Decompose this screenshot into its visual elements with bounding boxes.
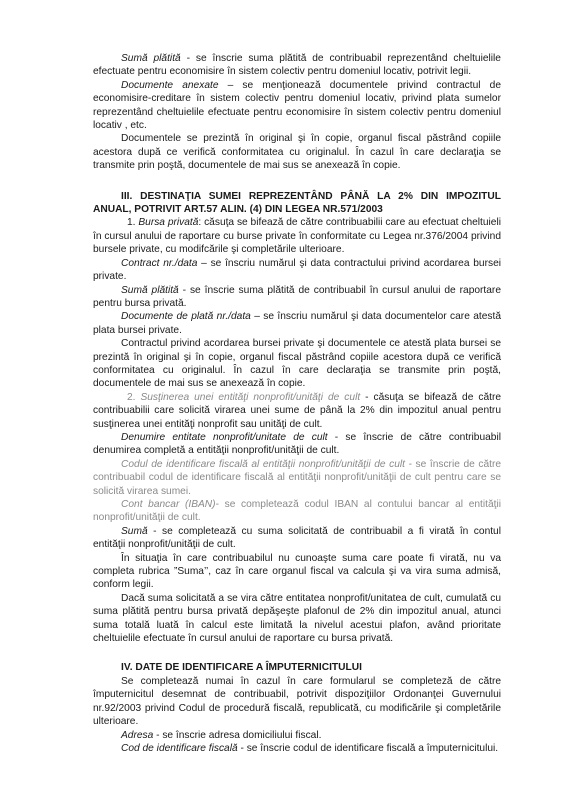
- paragraph-sustinere-entitate: [93, 391, 501, 431]
- paragraph-documente-anexate: [93, 79, 501, 133]
- paragraph-text: - se înscrie de către contribuabil codul de identificare fiscală al entităţii nonprofit/unităţii de cult pentru care se solicită virarea sumei.: [93, 458, 501, 497]
- term: Contract nr./data: [121, 257, 198, 269]
- paragraph-text: - se înscrie suma plătită de contribuabil în cursul anului de raportare pentru bursa privată.: [93, 284, 501, 309]
- term: Susţinerea unei entităţi nonprofit/unităţi de cult: [140, 391, 361, 403]
- paragraph-text: - se înscrie adresa domiciliului fiscal.: [153, 729, 322, 741]
- paragraph-bursa-privata: [93, 216, 501, 256]
- term: Bursa privată: [138, 217, 199, 229]
- paragraph-cod-identificare: [93, 742, 501, 755]
- paragraph-text: Contractul privind acordarea bursei private şi documentele ce atestă plata bursei se prezintă în original şi în copie, organul fiscal păstrând copiile acestora după ce verifică conformitatea cu originalul. În cazul în care declaraţia se transmite prin poştă, documentele de mai sus se anexează în copie.: [93, 338, 501, 390]
- term: Cont bancar (IBAN): [121, 499, 216, 510]
- section-4-heading: IV. DATE DE IDENTIFICARE A ÎMPUTERNICITULUI: [121, 662, 362, 674]
- paragraph-text: Se completează numai în cazul în care formularul se completeză de către împuternicitul desemnat de contribuabil, potrivit dispoziţiilor Ordonanţei Guvernului nr.92/2003 privind Codul de procedură fiscală, republicată, cu modificările şi completările ulterioare.: [93, 675, 501, 728]
- paragraph-cod-identificare-entitate: [93, 458, 501, 498]
- term: Codul de identificare fiscală al entităţii nonprofit/unităţii de cult: [121, 458, 405, 470]
- paragraph-text: În situaţia în care contribuabilul nu cunoaşte suma care poate fi virată, nu va completa rubrica ”Suma’’, caz în care organul fiscal va calcula şi va vira suma admisă, conform legii.: [93, 552, 501, 591]
- paragraph-suma: [93, 525, 501, 552]
- term: Cod de identificare fiscală: [121, 742, 238, 754]
- paragraph-denumire-entitate: [93, 431, 501, 458]
- paragraph-contract: [93, 257, 501, 284]
- term: Sumă: [121, 525, 148, 537]
- paragraph-text: - căsuţa se bifează de către contribuabilii care solicită virarea unei sume de până la 2% din impozitul anual pentru susţinerea unei entităţi nonprofit sau unităţi de cult.: [93, 391, 502, 430]
- term: Documente de plată nr./data: [121, 311, 251, 323]
- paragraph-suma-platita: [93, 52, 501, 79]
- paragraph-text: - se înscrie codul de identificare fiscală a împuternicitului.: [237, 742, 499, 754]
- paragraph-text: Documentele se prezintă în original şi în copie, organul fiscal păstrând copiile acestora după ce verifică conformitatea cu originalul. În cazul în care declaraţia se transmite prin poştă, documentele de mai sus se anexează în copie.: [93, 133, 501, 172]
- term: Sumă plătită: [121, 53, 181, 64]
- paragraph-text: – se înscriu numărul şi data documentelor care atestă plata bursei private.: [93, 311, 501, 336]
- paragraph-text: - se înscrie de către contribuabil denumirea completă a entităţii nonprofit/unităţii de cult.: [93, 431, 501, 457]
- paragraph-text: - se completează cu suma solicitată de contribuabil a fi virată în contul entităţii nonprofit/unităţii de cult.: [93, 525, 501, 551]
- term: Denumire entitate nonprofit/unitate de cult: [121, 431, 328, 443]
- section-3-heading: III. DESTINAŢIA SUMEI REPREZENTÂND PÂNĂ LA 2% DIN IMPOZITUL ANUAL, POTRIVIT ART.57 ALIN. (4) DIN LEGEA NR.571/2003: [93, 190, 501, 216]
- term: Adresa: [121, 729, 154, 741]
- paragraph-contract-bursa: [93, 337, 501, 391]
- paragraph-cont-bancar: [93, 498, 501, 525]
- list-number: 1.: [127, 217, 139, 229]
- paragraph-imputernicit: [93, 675, 501, 729]
- paragraph-documente-plata: [93, 310, 501, 337]
- paragraph-plafon: [93, 592, 501, 646]
- paragraph-situatia: [93, 552, 501, 592]
- paragraph-text: – se înscriu numărul şi data contractului privind acordarea bursei private.: [93, 257, 501, 283]
- paragraph-documente-original: [93, 132, 501, 172]
- paragraph-text: - se înscrie suma plătită de contribuabil reprezentând cheltuielile efectuate pentru economisire în sistem colectiv pentru domeniul locativ, potrivit legii.: [93, 53, 501, 78]
- paragraph-text: Dacă suma solicitată a se vira către entitatea nonprofit/unitatea de cult, cumulată cu suma plătită pentru bursa privată depăşeşte plafonul de 2% din impozitul anual, atunci suma totală luată în calcul este limitată la nivelul acestui plafon, având prioritate cheltuielile efectuate în cursul anului de raportare cu bursa privată.: [93, 592, 501, 645]
- paragraph-suma-platita-bursa: [93, 284, 501, 311]
- term: Sumă plătită: [121, 284, 179, 296]
- page-content: [93, 52, 501, 755]
- paragraph-adresa: [93, 729, 501, 742]
- paragraph-text: - se completează codul IBAN al contului bancar al entităţii nonprofit/unităţii de cult.: [93, 499, 501, 524]
- term: Documente anexate: [121, 79, 219, 91]
- list-number: 2.: [127, 391, 141, 403]
- paragraph-text: : căsuţa se bifează de către contribuabilii care au efectuat cheltuieli în cursul anului de raportare cu burse private în conformitate cu Legea nr.376/2004 privind bursele private, cu modifcările şi completările ulterioare.: [93, 217, 501, 256]
- paragraph-text: – se menţionează documentele privind contractul de economisire-creditare în sistem colectiv pentru domeniul locativ, privind plata sumelor reprezentând cheltuielile efectuate pentru economisire în sistem colectiv pentru domeniul locativ , etc.: [93, 79, 501, 132]
